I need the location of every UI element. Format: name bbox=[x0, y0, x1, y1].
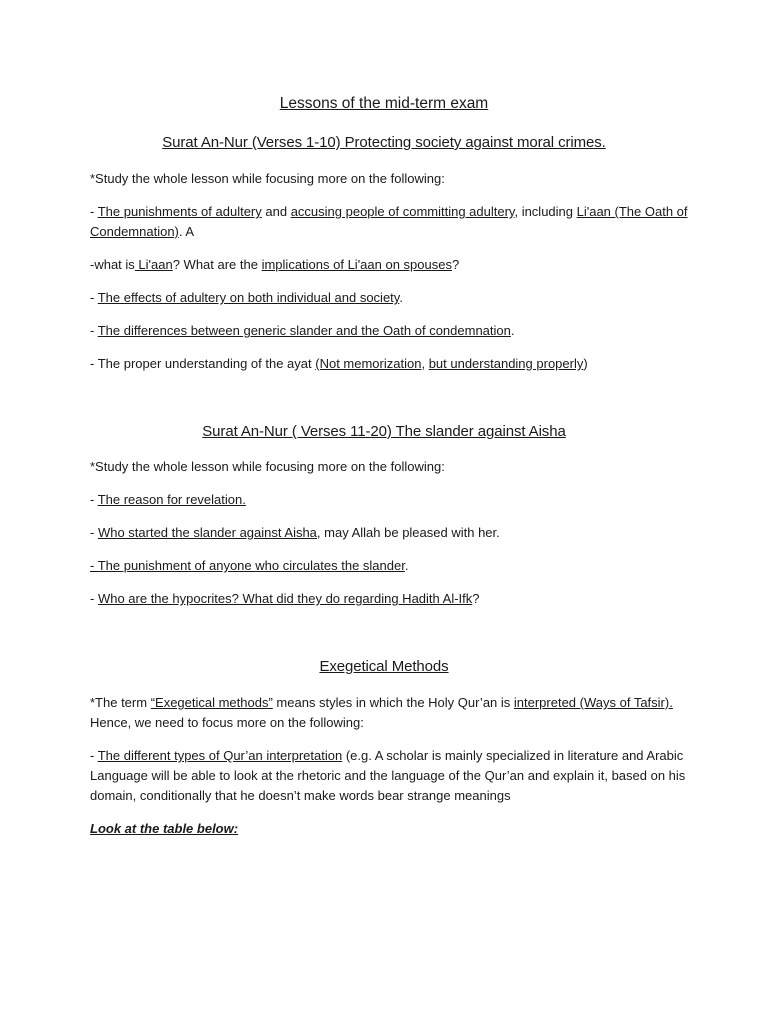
section3-types-line3: domain, conditionally that he doesn’t make words bear strange meanings bbox=[90, 788, 511, 803]
accusing-text: accusing people of committing adultery bbox=[290, 204, 515, 219]
understanding-properly-text: but understanding properly bbox=[428, 356, 584, 371]
period: . bbox=[399, 290, 403, 305]
dash: - bbox=[90, 748, 98, 763]
types-text: The different types of Qur’an interpretation bbox=[97, 748, 343, 763]
section3-term-line1 bbox=[90, 693, 680, 713]
means-text: means styles in which the Holy Qur’an is bbox=[272, 695, 514, 710]
blessing-text: may Allah be pleased with her. bbox=[320, 525, 500, 540]
dash: - bbox=[90, 323, 98, 338]
exegetical-methods-term: “Exegetical methods” bbox=[150, 695, 273, 710]
example-text: (e.g. A scholar is mainly specialized in literature and Arabic bbox=[342, 748, 684, 763]
dash: - bbox=[90, 290, 98, 305]
understanding-lead: - The proper understanding of the ayat bbox=[90, 356, 316, 371]
dash: - bbox=[90, 591, 98, 606]
section1-point-liaan-question bbox=[90, 255, 680, 275]
section2-point-who-started bbox=[90, 523, 680, 543]
section1-point-effects bbox=[90, 288, 680, 308]
hypocrites-text: Who are the hypocrites? What did they do regarding Hadith Al-Ifk bbox=[97, 591, 473, 606]
section-heading-verses-1-10: Surat An-Nur (Verses 1-10) Protecting society against moral crimes. bbox=[162, 134, 606, 151]
section2-point-reason bbox=[90, 490, 680, 510]
section3-types-line2: Language will be able to look at the rhetoric and the language of the Qur’an and explain it, based on his bbox=[90, 768, 686, 783]
connector-text: , including bbox=[514, 204, 577, 219]
section-heading-exegetical-methods: Exegetical Methods bbox=[319, 658, 449, 675]
section1-point-punishments-cont bbox=[90, 222, 680, 242]
look-at-table-note bbox=[90, 819, 680, 839]
section3-term-line2: Hence, we need to focus more on the following: bbox=[90, 715, 364, 730]
differences-text: The differences between generic slander and the Oath of condemnation bbox=[97, 323, 511, 338]
reason-text: The reason for revelation. bbox=[97, 492, 246, 507]
effects-text: The effects of adultery on both individual and society bbox=[97, 290, 400, 305]
dash: - bbox=[90, 204, 98, 219]
term-lead: *The term bbox=[90, 695, 151, 710]
section1-point-differences bbox=[90, 321, 680, 341]
punishment-text: - The punishment of anyone who circulates the slander bbox=[90, 558, 405, 573]
connector-text: and bbox=[261, 204, 291, 219]
section2-point-punishment bbox=[90, 556, 680, 576]
document-title: Lessons of the mid-term exam bbox=[279, 95, 489, 112]
liaan-text: Li'aan (The Oath of bbox=[576, 204, 688, 219]
condemnation-text: Condemnation) bbox=[90, 224, 179, 239]
look-at-table-text: Look at the table below: bbox=[90, 821, 239, 836]
section2-intro: *Study the whole lesson while focusing more on the following: bbox=[90, 459, 445, 474]
trailing-text: . A bbox=[178, 224, 195, 239]
question-mark: ? bbox=[472, 591, 480, 606]
section-heading-verses-11-20: Surat An-Nur ( Verses 11-20) The slander against Aisha bbox=[202, 423, 566, 440]
closing-paren: ) bbox=[583, 356, 588, 371]
section3-types-line1 bbox=[90, 746, 684, 766]
question-text: -what is bbox=[90, 257, 135, 272]
question-mark: ? bbox=[451, 257, 460, 272]
period: . bbox=[404, 558, 409, 573]
interpreted-text: interpreted (Ways of Tafsir). bbox=[513, 695, 673, 710]
section2-point-hypocrites bbox=[90, 589, 680, 609]
section1-point-understanding bbox=[90, 354, 680, 374]
punishments-text: The punishments of adultery bbox=[97, 204, 262, 219]
period: . bbox=[510, 323, 515, 338]
section1-intro: *Study the whole lesson while focusing more on the following: bbox=[90, 171, 445, 186]
not-memorization-text: (Not memorization, bbox=[315, 356, 426, 371]
liaan-term: Li'aan bbox=[134, 257, 173, 272]
section1-point-punishments bbox=[90, 202, 688, 222]
who-started-text: Who started the slander against Aisha, bbox=[97, 525, 321, 540]
question-text: ? What are the bbox=[172, 257, 262, 272]
implications-text: implications of Li'aan on spouses bbox=[261, 257, 452, 272]
dash: - bbox=[90, 492, 98, 507]
dash: - bbox=[90, 525, 98, 540]
